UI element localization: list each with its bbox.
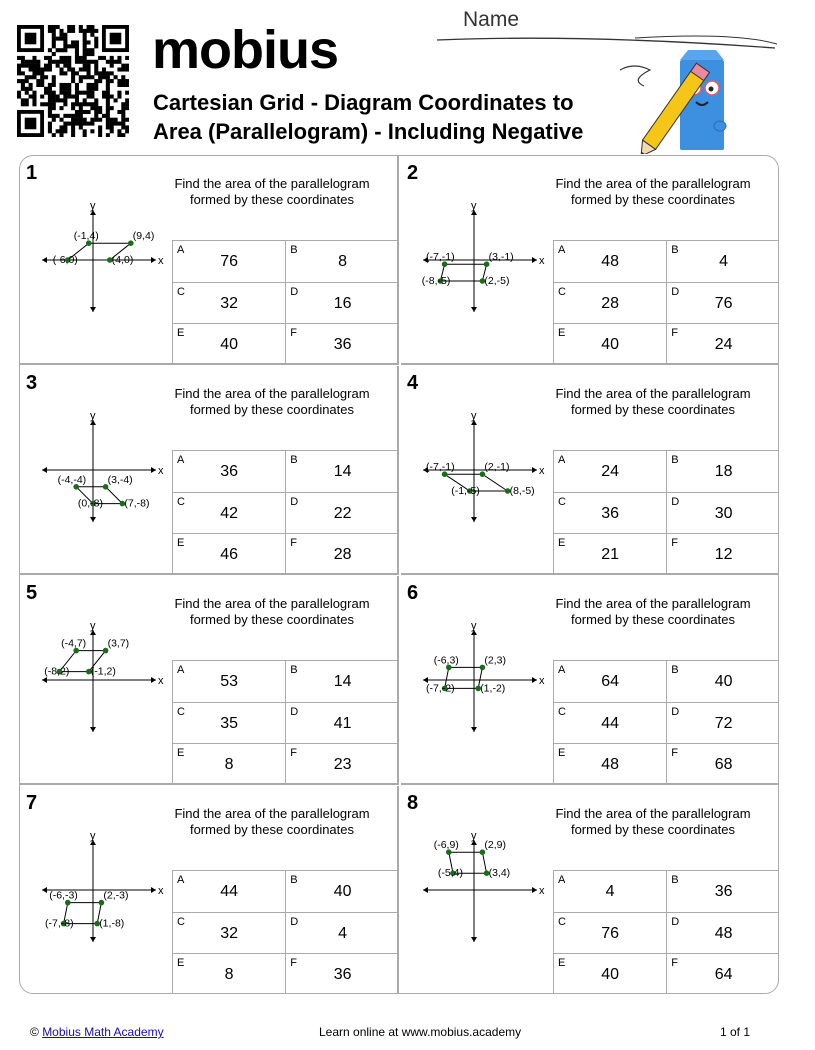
- answer-option[interactable]: [173, 451, 286, 493]
- y-axis-label: y: [471, 830, 477, 842]
- axis-arrow: [42, 677, 47, 683]
- question-prompt: Find the area of the parallelogram formed by these coordinates: [555, 596, 751, 627]
- option-letter: B: [290, 874, 298, 886]
- option-value: 36: [714, 883, 733, 900]
- option-value: 23: [333, 756, 352, 773]
- option-letter: B: [671, 874, 679, 886]
- answer-option[interactable]: [667, 954, 779, 995]
- answer-option[interactable]: [554, 871, 667, 913]
- axis-arrow: [42, 887, 47, 893]
- answer-option[interactable]: [173, 871, 286, 913]
- option-letter: E: [558, 747, 566, 759]
- question-number: 2: [407, 162, 419, 184]
- vertex-label: (0,-8): [77, 497, 103, 510]
- answer-option[interactable]: [667, 912, 779, 954]
- option-value: 8: [338, 253, 348, 270]
- option-value: 36: [333, 336, 352, 353]
- axis-arrow: [471, 307, 477, 312]
- question-cell: [401, 786, 779, 994]
- vertex-label: (-7,-2): [426, 682, 455, 695]
- answer-options: [553, 870, 779, 994]
- title-line-2: Area (Parallelogram) - Including Negative: [153, 119, 584, 144]
- answer-option[interactable]: [554, 661, 667, 703]
- answer-option[interactable]: [173, 241, 286, 283]
- option-value: 46: [220, 546, 239, 563]
- option-value: 72: [714, 714, 733, 732]
- option-letter: E: [558, 957, 566, 969]
- option-value: 53: [220, 673, 239, 690]
- option-letter: A: [177, 454, 185, 466]
- answer-option[interactable]: [667, 282, 779, 324]
- option-letter: F: [671, 537, 678, 549]
- option-letter: E: [558, 327, 566, 339]
- option-letter: D: [290, 285, 299, 298]
- vertex-label: (-1,-5): [451, 485, 480, 497]
- answer-option[interactable]: [554, 451, 667, 493]
- qr-code-icon: [17, 25, 129, 137]
- option-value: 48: [601, 253, 620, 270]
- option-letter: C: [558, 705, 566, 718]
- option-value: 40: [601, 336, 620, 353]
- x-axis-label: x: [539, 675, 545, 687]
- answer-option[interactable]: [286, 282, 399, 324]
- x-axis-label: x: [539, 255, 545, 267]
- title-line-1: Cartesian Grid - Diagram Coordinates to: [153, 90, 574, 115]
- answer-option[interactable]: [554, 912, 667, 954]
- answer-option[interactable]: [554, 324, 667, 366]
- question-cell: [401, 156, 779, 365]
- axis-arrow: [471, 727, 477, 732]
- vertex-label: (7,-8): [124, 497, 150, 510]
- name-label: Name: [463, 8, 520, 31]
- answer-option[interactable]: [667, 241, 779, 283]
- answer-option[interactable]: [286, 702, 399, 744]
- option-letter: B: [290, 664, 298, 676]
- vertex-label: (3,7): [107, 637, 130, 650]
- option-letter: A: [177, 664, 185, 676]
- option-letter: F: [671, 327, 678, 339]
- axis-arrow: [471, 517, 477, 522]
- option-letter: A: [177, 244, 185, 256]
- question-cell: [20, 156, 399, 365]
- vertex-label: (-4,7): [61, 637, 87, 650]
- option-value: 24: [601, 463, 620, 480]
- coordinate-diagram: [38, 830, 173, 950]
- option-letter: D: [671, 495, 680, 508]
- learn-online-text: Learn online at www.mobius.academy: [319, 1025, 522, 1039]
- question-prompt: Find the area of the parallelogram formed by these coordinates: [174, 806, 370, 837]
- axis-arrow: [471, 937, 477, 942]
- vertex-label: (3,4): [488, 867, 511, 880]
- option-value: 36: [601, 504, 620, 522]
- vertex-label: (-8,-5): [421, 275, 451, 287]
- y-axis-label: y: [90, 200, 96, 212]
- option-letter: D: [290, 495, 299, 508]
- axis-arrow: [90, 937, 96, 942]
- answer-option[interactable]: [667, 492, 779, 534]
- vertex-label: (-1,4): [73, 230, 99, 243]
- answer-option[interactable]: [173, 661, 286, 703]
- option-letter: A: [558, 244, 566, 256]
- option-letter: F: [290, 747, 297, 759]
- answer-option[interactable]: [173, 534, 286, 576]
- vertex-label: (8,-5): [509, 485, 535, 497]
- y-axis-label: y: [90, 830, 96, 842]
- axis-arrow: [532, 677, 537, 683]
- option-value: 40: [333, 883, 352, 900]
- option-letter: B: [671, 664, 679, 676]
- vertex-label: (-7,-1): [426, 461, 455, 474]
- x-axis-label: x: [158, 465, 164, 477]
- option-letter: D: [290, 915, 299, 928]
- question-prompt: Find the area of the parallelogram formed by these coordinates: [555, 386, 751, 417]
- option-value: 16: [333, 294, 352, 312]
- option-letter: C: [177, 705, 185, 718]
- answer-option[interactable]: [554, 954, 667, 995]
- answer-option[interactable]: [667, 702, 779, 744]
- answer-option[interactable]: [286, 871, 399, 913]
- option-value: 18: [714, 463, 733, 480]
- question-prompt: Find the area of the parallelogram formed by these coordinates: [555, 176, 751, 207]
- answer-option[interactable]: [667, 871, 779, 913]
- answer-option[interactable]: [173, 492, 286, 534]
- answer-option[interactable]: [554, 492, 667, 534]
- option-letter: F: [671, 747, 678, 759]
- option-value: 4: [719, 253, 729, 270]
- axis-arrow: [90, 307, 96, 312]
- y-axis-label: y: [471, 410, 477, 422]
- option-letter: A: [558, 454, 566, 466]
- question-number: 1: [26, 162, 38, 184]
- vertex-label: (-6,9): [433, 839, 459, 852]
- answer-option[interactable]: [554, 241, 667, 283]
- option-value: 36: [220, 463, 239, 480]
- option-letter: C: [558, 285, 566, 298]
- vertex-label: (1,-2): [480, 682, 506, 695]
- option-value: 4: [338, 924, 348, 942]
- copyright-symbol: ©: [30, 1025, 39, 1039]
- vertex-label: (-5,4): [437, 867, 463, 880]
- axis-arrow: [90, 727, 96, 732]
- option-value: 24: [714, 336, 733, 353]
- answer-options: [172, 870, 399, 994]
- coordinate-diagram: [419, 620, 554, 740]
- answer-option[interactable]: [173, 702, 286, 744]
- option-value: 48: [601, 756, 620, 773]
- answer-option[interactable]: [554, 744, 667, 786]
- option-value: 32: [220, 924, 239, 942]
- question-prompt: Find the area of the parallelogram formed by these coordinates: [555, 806, 751, 837]
- option-value: 12: [714, 546, 733, 563]
- option-letter: C: [177, 915, 185, 928]
- vertex-label: (9,4): [132, 230, 155, 243]
- answer-option[interactable]: [667, 534, 779, 576]
- vertex-label: (1,-8): [99, 917, 125, 930]
- option-value: 76: [220, 253, 239, 270]
- answer-option[interactable]: [667, 324, 779, 366]
- question-grid: [19, 155, 779, 994]
- answer-option[interactable]: [667, 451, 779, 493]
- y-axis-label: y: [90, 410, 96, 422]
- axis-arrow: [151, 887, 156, 893]
- coordinate-diagram: [38, 410, 173, 530]
- answer-option[interactable]: [286, 744, 399, 786]
- worksheet-header: [0, 0, 815, 155]
- option-value: 42: [220, 504, 239, 522]
- option-letter: C: [177, 495, 185, 508]
- axis-arrow: [90, 517, 96, 522]
- option-letter: C: [558, 495, 566, 508]
- vertex-label: (-8,2): [44, 665, 70, 678]
- option-letter: C: [177, 285, 185, 298]
- answer-option[interactable]: [173, 912, 286, 954]
- vertex-label: (-6,3): [433, 654, 459, 667]
- option-letter: F: [290, 327, 297, 339]
- answer-option[interactable]: [173, 324, 286, 366]
- option-letter: B: [671, 244, 679, 256]
- vertex-label: (2,9): [484, 839, 506, 852]
- option-value: 64: [601, 673, 620, 690]
- option-value: 8: [224, 966, 234, 983]
- logo-text: mobius: [152, 20, 339, 80]
- coordinate-diagram: [38, 200, 173, 320]
- option-value: 48: [714, 924, 733, 942]
- option-value: 30: [714, 504, 733, 522]
- option-letter: B: [290, 454, 298, 466]
- option-value: 28: [601, 294, 620, 312]
- answer-option[interactable]: [286, 241, 399, 283]
- question-cell: [401, 576, 779, 785]
- answer-option[interactable]: [286, 492, 399, 534]
- question-prompt: Find the area of the parallelogram formed by these coordinates: [174, 176, 370, 207]
- answer-options: [553, 240, 779, 365]
- x-axis-label: x: [539, 465, 545, 477]
- answer-options: [172, 660, 399, 785]
- question-cell: [20, 576, 399, 785]
- question-prompt: Find the area of the parallelogram formed by these coordinates: [174, 386, 370, 417]
- option-value: 36: [333, 966, 352, 983]
- axis-arrow: [532, 467, 537, 473]
- coordinate-diagram: [419, 830, 554, 950]
- answer-options: [172, 240, 399, 365]
- vertex-label: (-6,-3): [49, 889, 78, 902]
- question-cell: [401, 366, 779, 575]
- answer-option[interactable]: [286, 451, 399, 493]
- option-letter: F: [290, 537, 297, 549]
- vertex-label: (-7,-8): [45, 917, 74, 930]
- option-letter: E: [177, 327, 185, 339]
- coordinate-diagram: [38, 620, 173, 740]
- axis-arrow: [42, 257, 47, 263]
- option-value: 22: [333, 504, 352, 522]
- option-letter: E: [177, 957, 185, 969]
- option-letter: F: [290, 957, 297, 969]
- option-letter: A: [558, 874, 566, 886]
- option-letter: F: [671, 957, 678, 969]
- coordinate-diagram: [419, 200, 554, 320]
- y-axis-label: y: [90, 620, 96, 632]
- option-letter: E: [558, 537, 566, 549]
- answer-option[interactable]: [667, 744, 779, 786]
- vertex-label: (2,-1): [484, 461, 510, 474]
- option-value: 76: [714, 294, 733, 312]
- option-value: 8: [224, 756, 234, 773]
- option-value: 40: [714, 673, 733, 690]
- vertex-label: (-6,0): [52, 254, 78, 266]
- option-letter: A: [177, 874, 185, 886]
- vertex-label: (4,0): [111, 254, 134, 266]
- option-letter: D: [671, 915, 680, 928]
- mobius-logo: [152, 20, 338, 80]
- answer-option[interactable]: [173, 744, 286, 786]
- vertex-label: (3,-4): [107, 473, 133, 486]
- question-number: 7: [26, 792, 38, 814]
- axis-arrow: [151, 677, 156, 683]
- answer-option[interactable]: [554, 534, 667, 576]
- answer-option[interactable]: [667, 661, 779, 703]
- axis-arrow: [42, 467, 47, 473]
- option-letter: C: [558, 915, 566, 928]
- option-letter: B: [290, 244, 298, 256]
- option-letter: D: [671, 285, 680, 298]
- option-value: 21: [601, 546, 620, 563]
- mascot-pencil-character-icon: [612, 42, 742, 154]
- option-value: 64: [714, 966, 733, 983]
- option-value: 14: [333, 463, 352, 480]
- coordinate-diagram: [419, 410, 554, 530]
- option-letter: E: [177, 747, 185, 759]
- axis-arrow: [532, 257, 537, 263]
- answer-option[interactable]: [173, 282, 286, 324]
- answer-option[interactable]: [554, 282, 667, 324]
- vertex-label: (-7,-1): [426, 251, 455, 264]
- y-axis-label: y: [471, 620, 477, 632]
- answer-option[interactable]: [286, 661, 399, 703]
- answer-option[interactable]: [286, 324, 399, 366]
- vertex-label: (-4,-4): [57, 473, 87, 486]
- option-value: 32: [220, 294, 239, 312]
- option-value: 40: [601, 966, 620, 983]
- option-value: 44: [220, 883, 239, 900]
- option-value: 14: [333, 673, 352, 690]
- answer-options: [553, 450, 779, 575]
- x-axis-label: x: [539, 885, 545, 897]
- answer-options: [172, 450, 399, 575]
- page-number: 1 of 1: [720, 1025, 751, 1039]
- vertex-label: (2,-5): [484, 275, 510, 287]
- y-axis-label: y: [471, 200, 477, 212]
- option-value: 4: [605, 883, 615, 900]
- question-number: 5: [26, 582, 38, 604]
- question-number: 6: [407, 582, 419, 604]
- axis-arrow: [151, 467, 156, 473]
- option-letter: A: [558, 664, 566, 676]
- question-prompt: Find the area of the parallelogram formed by these coordinates: [174, 596, 370, 627]
- vertex-label: (2,-3): [103, 889, 129, 902]
- axis-arrow: [532, 887, 537, 893]
- option-letter: D: [671, 705, 680, 718]
- option-value: 41: [333, 714, 352, 732]
- answer-option[interactable]: [554, 702, 667, 744]
- question-cell: [20, 786, 399, 994]
- axis-arrow: [151, 257, 156, 263]
- question-number: 4: [407, 372, 419, 394]
- answer-option[interactable]: [286, 954, 399, 995]
- option-value: 76: [601, 924, 620, 942]
- option-letter: B: [671, 454, 679, 466]
- option-value: 68: [714, 756, 733, 773]
- axis-arrow: [423, 887, 428, 893]
- x-axis-label: x: [158, 255, 164, 267]
- question-cell: [20, 366, 399, 575]
- question-number: 8: [407, 792, 419, 814]
- copyright-link[interactable]: Mobius Math Academy: [42, 1025, 164, 1039]
- answer-option[interactable]: [286, 912, 399, 954]
- answer-option[interactable]: [286, 534, 399, 576]
- option-letter: E: [177, 537, 185, 549]
- option-letter: D: [290, 705, 299, 718]
- vertex-label: (-1,2): [90, 665, 116, 678]
- answer-options: [553, 660, 779, 785]
- option-value: 35: [220, 714, 239, 732]
- vertex-label: (2,3): [484, 654, 506, 667]
- vertex-label: (3,-1): [488, 251, 514, 264]
- x-axis-label: x: [158, 885, 164, 897]
- option-value: 44: [601, 714, 620, 732]
- answer-option[interactable]: [173, 954, 286, 995]
- worksheet-title: [153, 88, 583, 146]
- question-number: 3: [26, 372, 38, 394]
- x-axis-label: x: [158, 675, 164, 687]
- copyright: [30, 1025, 164, 1039]
- option-value: 40: [220, 336, 239, 353]
- option-value: 28: [333, 546, 352, 563]
